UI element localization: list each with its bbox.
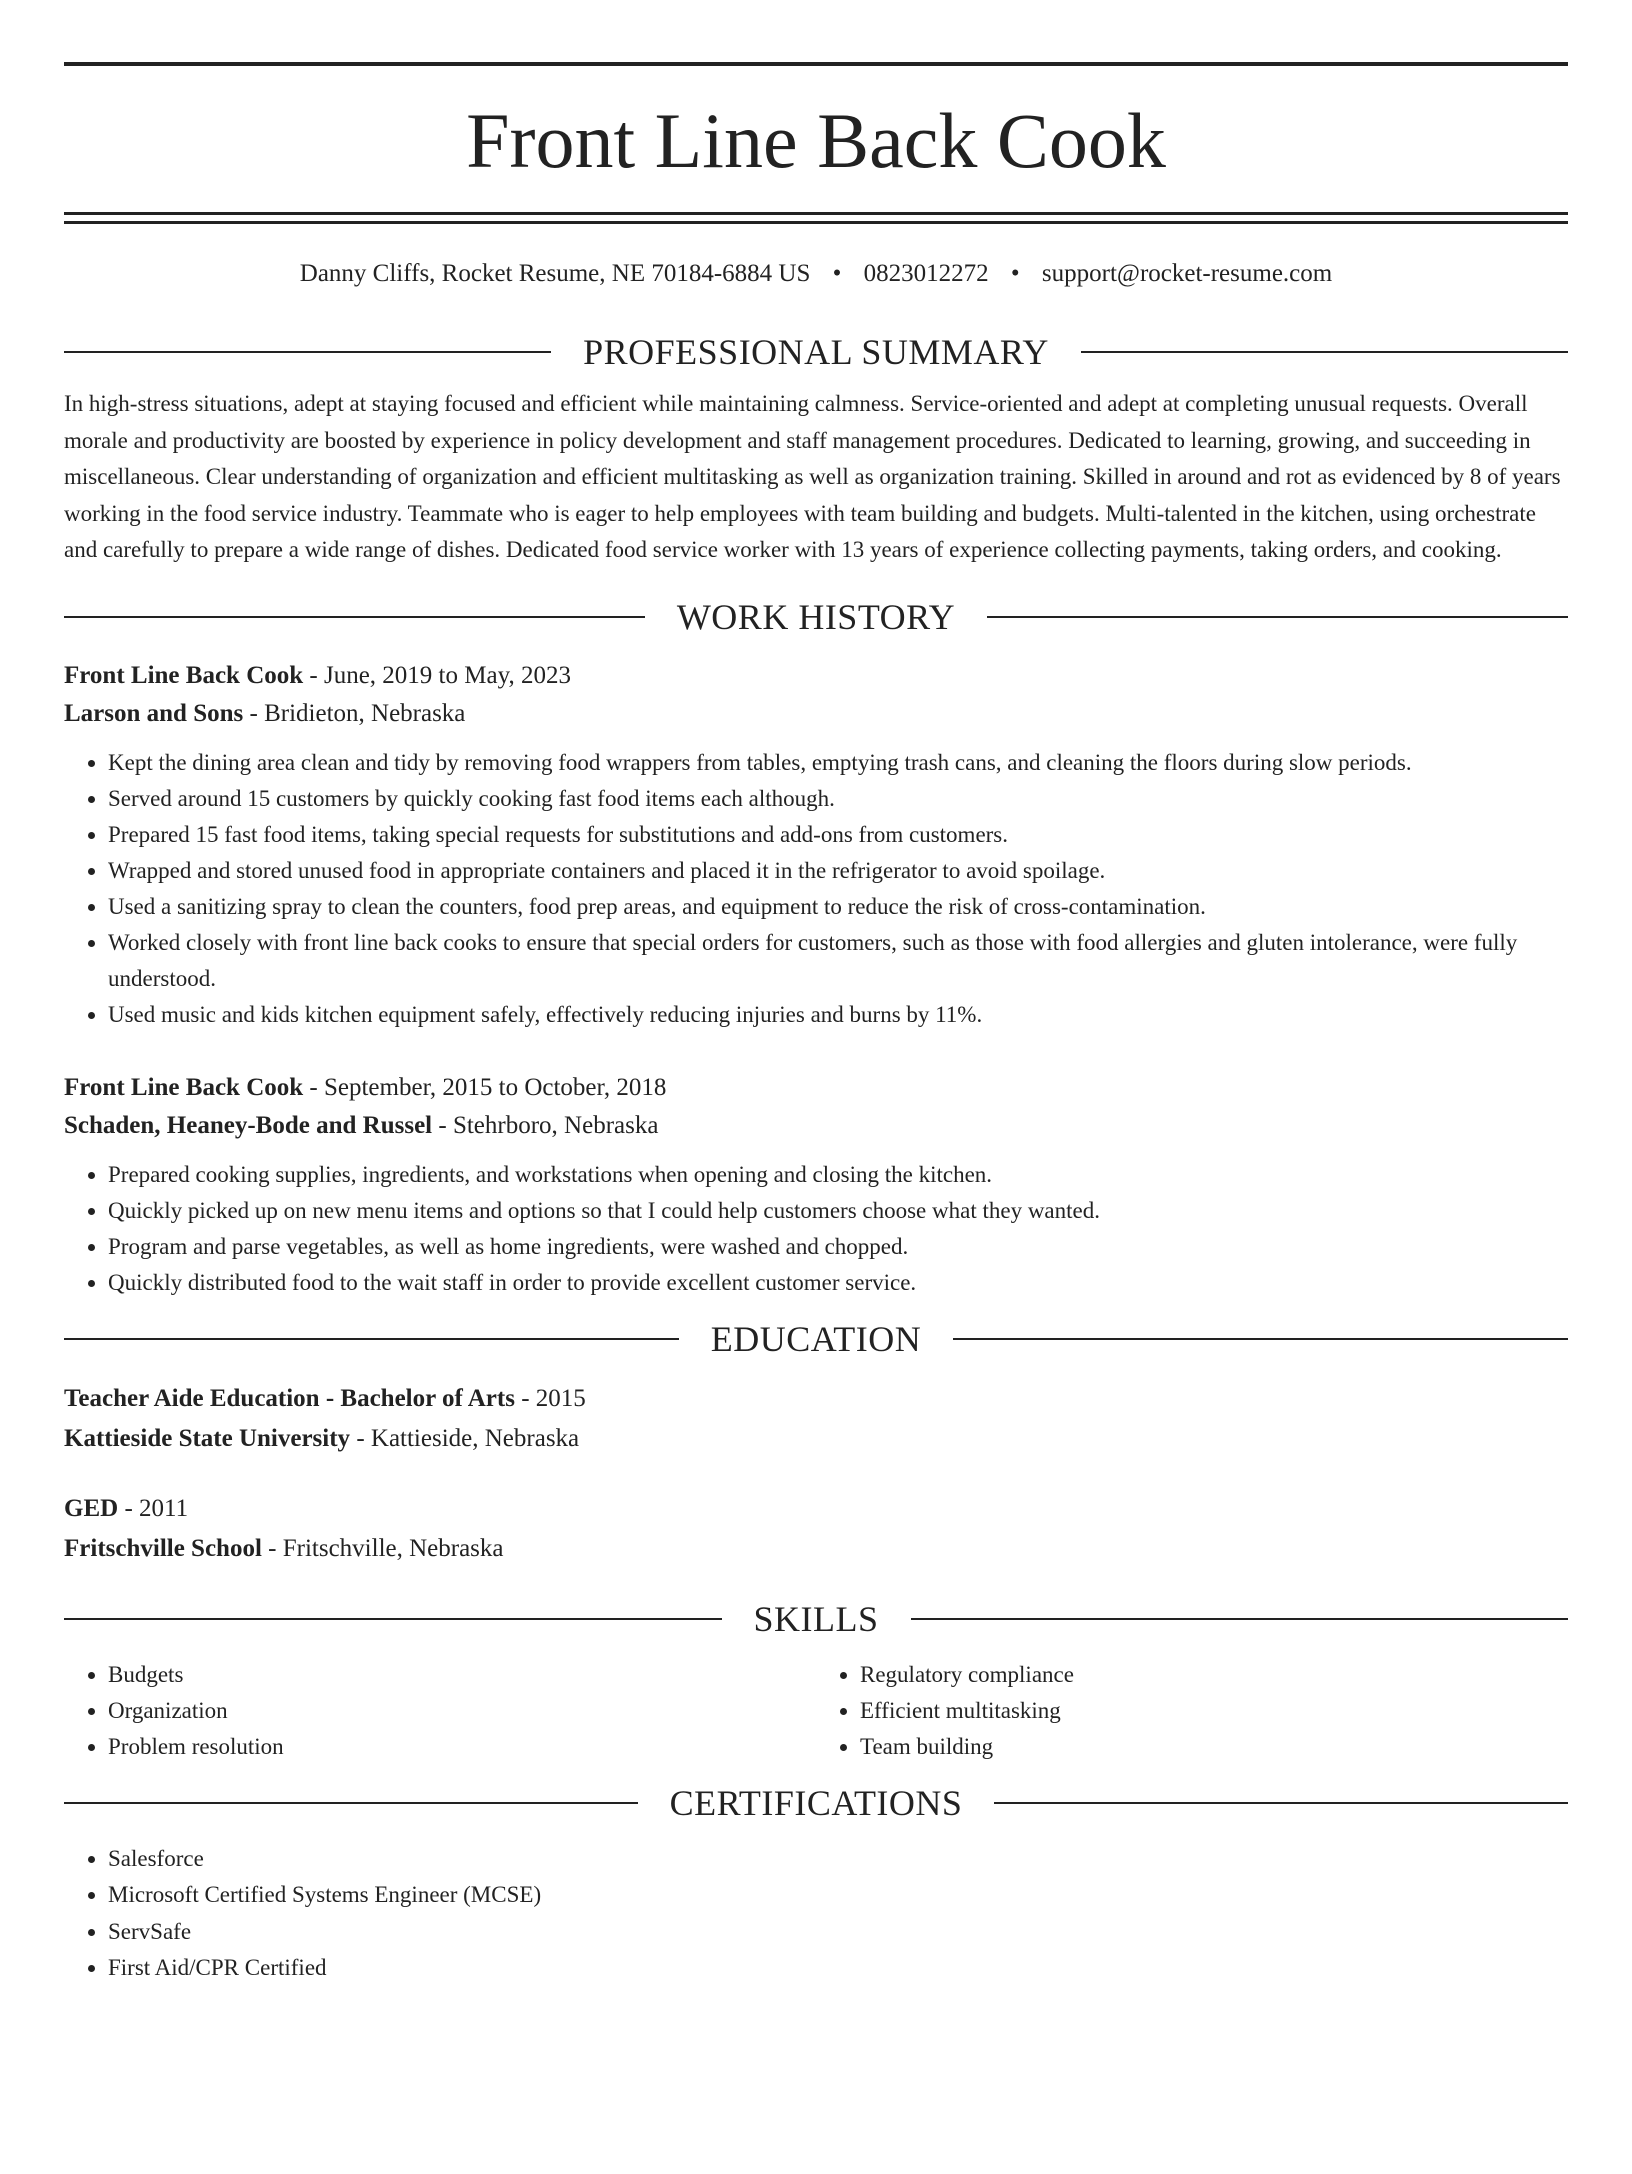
contact-separator: • — [832, 260, 842, 287]
section-heading-summary — [64, 330, 1568, 374]
education-school: Kattieside State University — [64, 1424, 351, 1452]
skills-list-right — [816, 1657, 1568, 1765]
heading-rule — [64, 616, 645, 618]
list-item: • Served around 15 customers by quickly cooking fast food items each although. — [108, 781, 1568, 817]
list-item: • Microsoft Certified Systems Engineer (MCSE) — [108, 1877, 1568, 1914]
contact-separator: • — [1010, 260, 1020, 287]
list-item: • Regulatory compliance — [860, 1657, 1568, 1693]
education-location: - Kattieside, Nebraska — [350, 1424, 580, 1452]
section-heading-education — [64, 1317, 1568, 1361]
section-title: WORK HISTORY — [676, 596, 956, 637]
job-duties — [64, 1157, 1568, 1301]
education-degree-line — [64, 1489, 1568, 1529]
job-title: Front Line Back Cook — [64, 661, 304, 689]
list-item: • Kept the dining area clean and tidy by removing food wrappers from tables, emptying trash cans, and cleaning the floors during slow periods. — [108, 745, 1568, 781]
job-entry — [64, 1069, 1568, 1301]
heading-rule — [1081, 351, 1568, 353]
summary-text: In high-stress situations, adept at staying focused and efficient while maintaining calmness. Service-oriented and adept at completing unusual requests. Overall morale and productivity are boosted by experience in policy development and staff management procedures. Dedicated to learning, growing, and succeeding in miscellaneous. Clear understanding of organization and efficient multitasking as well as organization training. Skilled in around and rot as evidenced by 8 of years working in the food service industry. Teammate who is eager to help employees with team building and budgets. Multi-talented in the kitchen, using orchestrate and carefully to prepare a wide range of dishes. Dedicated food service worker with 13 years of experience collecting payments, taking orders, and cooking. — [64, 391, 1561, 562]
education-school-line — [64, 1419, 1568, 1459]
education-degree: GED — [64, 1494, 119, 1522]
list-item: • ServSafe — [108, 1914, 1568, 1951]
section-heading-skills — [64, 1597, 1568, 1641]
list-item: • Quickly picked up on new menu items and options so that I could help customers choose what they wanted. — [108, 1193, 1568, 1229]
education-school: Fritschville School — [64, 1534, 262, 1562]
list-item: • Used music and kids kitchen equipment safely, effectively reducing injuries and burns by 11%. — [108, 997, 1568, 1033]
education-location: - Fritschville, Nebraska — [261, 1534, 504, 1562]
job-location: - Stehrboro, Nebraska — [432, 1111, 659, 1139]
skills-list-left — [64, 1657, 816, 1765]
job-company-line — [64, 695, 1568, 733]
job-dates: - September, 2015 to October, 2018 — [303, 1073, 667, 1101]
contact-line — [64, 258, 1568, 290]
job-company: Larson and Sons — [64, 699, 244, 727]
section-title: CERTIFICATIONS — [669, 1782, 963, 1823]
job-entry — [64, 657, 1568, 1033]
skills-columns — [64, 1657, 1568, 1765]
education-school-line — [64, 1529, 1568, 1569]
heading-rule — [994, 1802, 1568, 1804]
education-degree-line — [64, 1379, 1568, 1419]
list-item: • Used a sanitizing spray to clean the counters, food prep areas, and equipment to reduce the risk of cross-contamination. — [108, 889, 1568, 925]
job-title: Front Line Back Cook — [64, 1073, 304, 1101]
heading-rule — [987, 616, 1568, 618]
double-rule — [64, 212, 1568, 224]
job-dates: - June, 2019 to May, 2023 — [303, 661, 571, 689]
resume-page — [0, 62, 1632, 2174]
list-item: • Prepared cooking supplies, ingredients, and workstations when opening and closing the kitchen. — [108, 1157, 1568, 1193]
certifications-list — [64, 1841, 1568, 1987]
heading-rule — [64, 1618, 722, 1620]
list-item: • Organization — [108, 1693, 816, 1729]
section-title: SKILLS — [753, 1598, 879, 1639]
list-item: • Program and parse vegetables, as well as home ingredients, were washed and chopped. — [108, 1229, 1568, 1265]
top-rule — [64, 62, 1568, 66]
section-title: EDUCATION — [710, 1318, 922, 1359]
education-year: - 2011 — [118, 1494, 189, 1522]
section-heading-certifications — [64, 1781, 1568, 1825]
job-duties — [64, 745, 1568, 1033]
heading-rule — [64, 351, 551, 353]
education-entry — [64, 1489, 1568, 1569]
list-item: • Worked closely with front line back cooks to ensure that special orders for customers, such as those with food allergies and gluten intolerance, were fully understood. — [108, 925, 1568, 997]
heading-rule — [64, 1802, 638, 1804]
list-item: • Problem resolution — [108, 1729, 816, 1765]
contact-phone: 0823012272 — [863, 260, 989, 287]
section-title: PROFESSIONAL SUMMARY — [583, 332, 1049, 372]
resume-title: Front Line Back Cook — [466, 97, 1166, 184]
list-item: • Wrapped and stored unused food in appropriate containers and placed it in the refrigerator to avoid spoilage. — [108, 853, 1568, 889]
list-item: • Prepared 15 fast food items, taking special requests for substitutions and add-ons from customers. — [108, 817, 1568, 853]
job-company: Schaden, Heaney-Bode and Russel — [64, 1111, 433, 1139]
heading-rule — [64, 1338, 679, 1340]
education-degree: Teacher Aide Education - Bachelor of Arts — [64, 1384, 515, 1412]
job-title-line — [64, 657, 1568, 695]
list-item: • First Aid/CPR Certified — [108, 1950, 1568, 1987]
job-company-line — [64, 1107, 1568, 1145]
education-entry — [64, 1379, 1568, 1459]
education-year: - 2015 — [514, 1384, 586, 1412]
contact-email: support@rocket-resume.com — [1041, 260, 1333, 287]
job-location: - Bridieton, Nebraska — [243, 699, 466, 727]
list-item: • Efficient multitasking — [860, 1693, 1568, 1729]
heading-rule — [911, 1618, 1569, 1620]
certifications-block — [64, 1841, 1568, 1987]
list-item: • Team building — [860, 1729, 1568, 1765]
list-item: • Salesforce — [108, 1841, 1568, 1878]
heading-rule — [953, 1338, 1568, 1340]
section-heading-work — [64, 595, 1568, 639]
contact-address: Danny Cliffs, Rocket Resume, NE 70184-6884 US — [299, 260, 811, 287]
list-item: • Quickly distributed food to the wait staff in order to provide excellent customer service. — [108, 1265, 1568, 1301]
list-item: • Budgets — [108, 1657, 816, 1693]
job-title-line — [64, 1069, 1568, 1107]
